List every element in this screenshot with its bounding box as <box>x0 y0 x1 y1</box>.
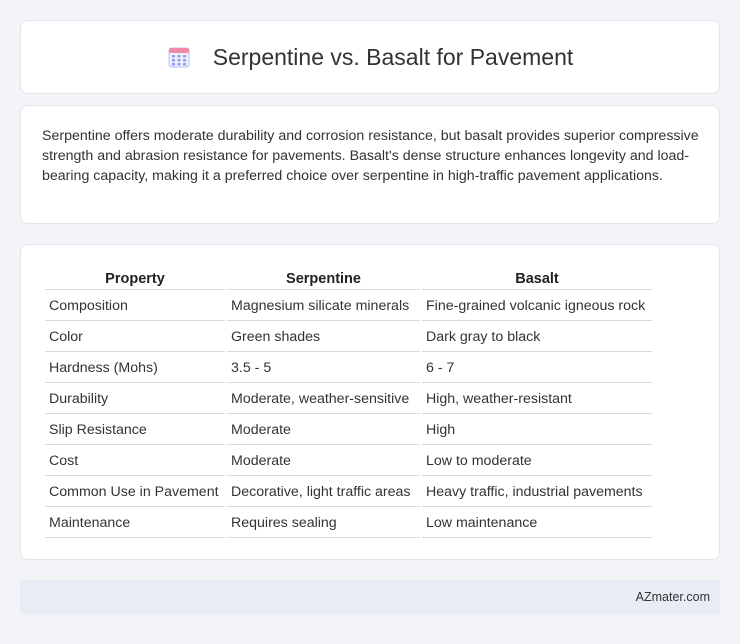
table-cell-property: Durability <box>45 385 225 414</box>
comparison-table-card <box>20 244 720 560</box>
table-cell-basalt: Fine-grained volcanic igneous rock <box>422 292 652 321</box>
table-cell-serpentine: Moderate <box>227 416 420 445</box>
table-cell-property: Slip Resistance <box>45 416 225 445</box>
table-cell-serpentine: Moderate <box>227 447 420 476</box>
table-cell-property: Hardness (Mohs) <box>45 354 225 383</box>
table-cell-basalt: High <box>422 416 652 445</box>
table-row <box>45 416 652 445</box>
footer-brand: AZmater.com <box>635 590 710 604</box>
summary-card <box>20 105 720 224</box>
column-header-serpentine: Serpentine <box>227 267 420 290</box>
table-cell-basalt: Low to moderate <box>422 447 652 476</box>
table-header-row <box>45 267 652 290</box>
table-cell-property: Common Use in Pavement <box>45 478 225 507</box>
table-row <box>45 292 652 321</box>
table-cell-serpentine: Moderate, weather-sensitive <box>227 385 420 414</box>
table-cell-basalt: Heavy traffic, industrial pavements <box>422 478 652 507</box>
column-header-property: Property <box>45 267 225 290</box>
comparison-table <box>43 265 654 540</box>
table-cell-property: Maintenance <box>45 509 225 538</box>
table-cell-property: Cost <box>45 447 225 476</box>
table-row <box>45 509 652 538</box>
calendar-icon <box>167 45 191 69</box>
table-row <box>45 478 652 507</box>
table-cell-basalt: Dark gray to black <box>422 323 652 352</box>
table-cell-basalt: High, weather-resistant <box>422 385 652 414</box>
table-row <box>45 323 652 352</box>
summary-text: Serpentine offers moderate durability and corrosion resistance, but basalt provides superior compressive strength and abrasion resistance for pavements. Basalt's dense structure enhances longevity and load-bearing capacity, making it a preferred choice over serpentine in high-traffic pavement applications. <box>42 128 699 184</box>
header-card <box>20 20 720 94</box>
table-cell-serpentine: Magnesium silicate minerals <box>227 292 420 321</box>
table-cell-property: Composition <box>45 292 225 321</box>
table-cell-serpentine: 3.5 - 5 <box>227 354 420 383</box>
table-row <box>45 447 652 476</box>
table-cell-basalt: Low maintenance <box>422 509 652 538</box>
footer-bar <box>20 580 720 614</box>
table-cell-serpentine: Green shades <box>227 323 420 352</box>
column-header-basalt: Basalt <box>422 267 652 290</box>
table-row <box>45 354 652 383</box>
table-cell-property: Color <box>45 323 225 352</box>
table-cell-serpentine: Requires sealing <box>227 509 420 538</box>
table-row <box>45 385 652 414</box>
table-cell-serpentine: Decorative, light traffic areas <box>227 478 420 507</box>
page-title: Serpentine vs. Basalt for Pavement <box>212 43 574 70</box>
table-cell-basalt: 6 - 7 <box>422 354 652 383</box>
